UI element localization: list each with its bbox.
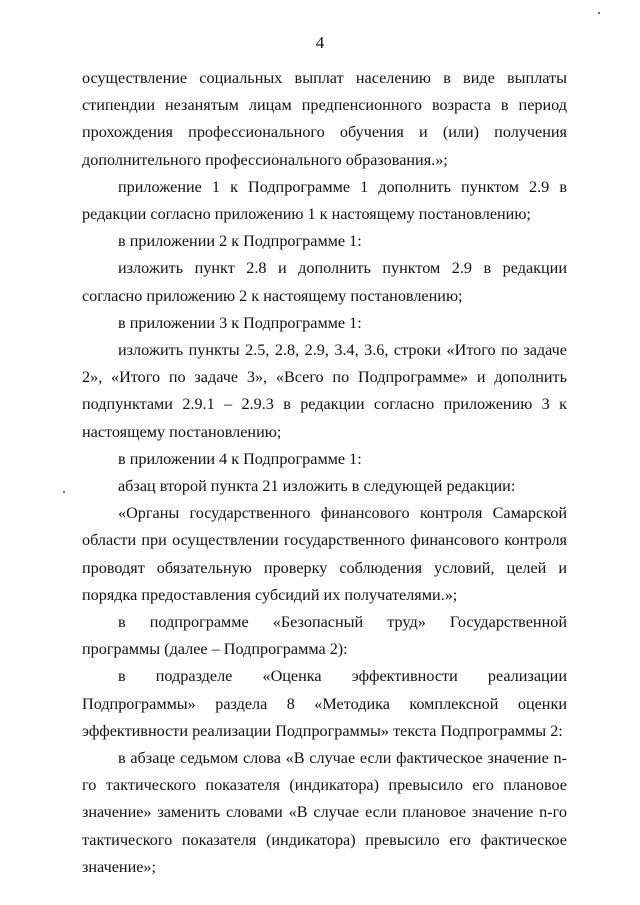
paragraph-10: в подпрограмме «Безопасный труд» Государственной программы (далее – Подпрограмма 2): [82,613,567,659]
paragraph-9: «Органы государственного финансового контроля Самарской области при осуществлении государственного финансового контроля проводят обязательную проверку соблюдения условий, целей и порядка предоставления субсидий их получателями.»; [82,504,567,604]
paragraph-12: в абзаце седьмом слова «В случае если фактическое значение n-го тактического показателя (индикатора) превысило его плановое значение» заменить словами «В случае если плановое значение n-го тактического показателя (индикатора) превысило его фактическое значение»; [82,749,567,876]
scan-speck [598,12,600,14]
document-body [82,65,567,881]
scan-speck [63,491,65,493]
page-number: 4 [315,33,325,52]
paragraph-6: изложить пункты 2.5, 2.8, 2.9, 3.4, 3.6, строки «Итого по задаче 2», «Итого по задаче 3», «Всего по Подпрограмме» и дополнить подпунктами 2.9.1 – 2.9.3 в редакции согласно приложению 3 к настоящему постановлению; [82,341,567,441]
paragraph-2: приложение 1 к Подпрограмме 1 дополнить пунктом 2.9 в редакции согласно приложению 1 к настоящему постановлению; [82,177,567,224]
paragraph-3: в приложении 2 к Подпрограмме 1: [118,232,362,251]
paragraph-7: в приложении 4 к Подпрограмме 1: [118,449,362,468]
paragraph-4: изложить пункт 2.8 и дополнить пунктом 2.9 в редакции согласно приложению 2 к настоящему постановлению; [82,259,567,305]
paragraph-1: осуществление социальных выплат населению в виде выплаты стипендии незанятым лицам предпенсионного возраста в период прохождения профессионального обучения и (или) получения дополнительного профессионального образования.»; [82,69,567,169]
paragraph-5: в приложении 3 к Подпрограмме 1: [118,313,362,332]
paragraph-8: абзац второй пункта 21 изложить в следующей редакции: [118,477,516,496]
paragraph-11: в подразделе «Оценка эффективности реализации Подпрограммы» раздела 8 «Методика комплексной оценки эффективности реализации Подпрограммы» текста Подпрограммы 2: [82,667,567,740]
